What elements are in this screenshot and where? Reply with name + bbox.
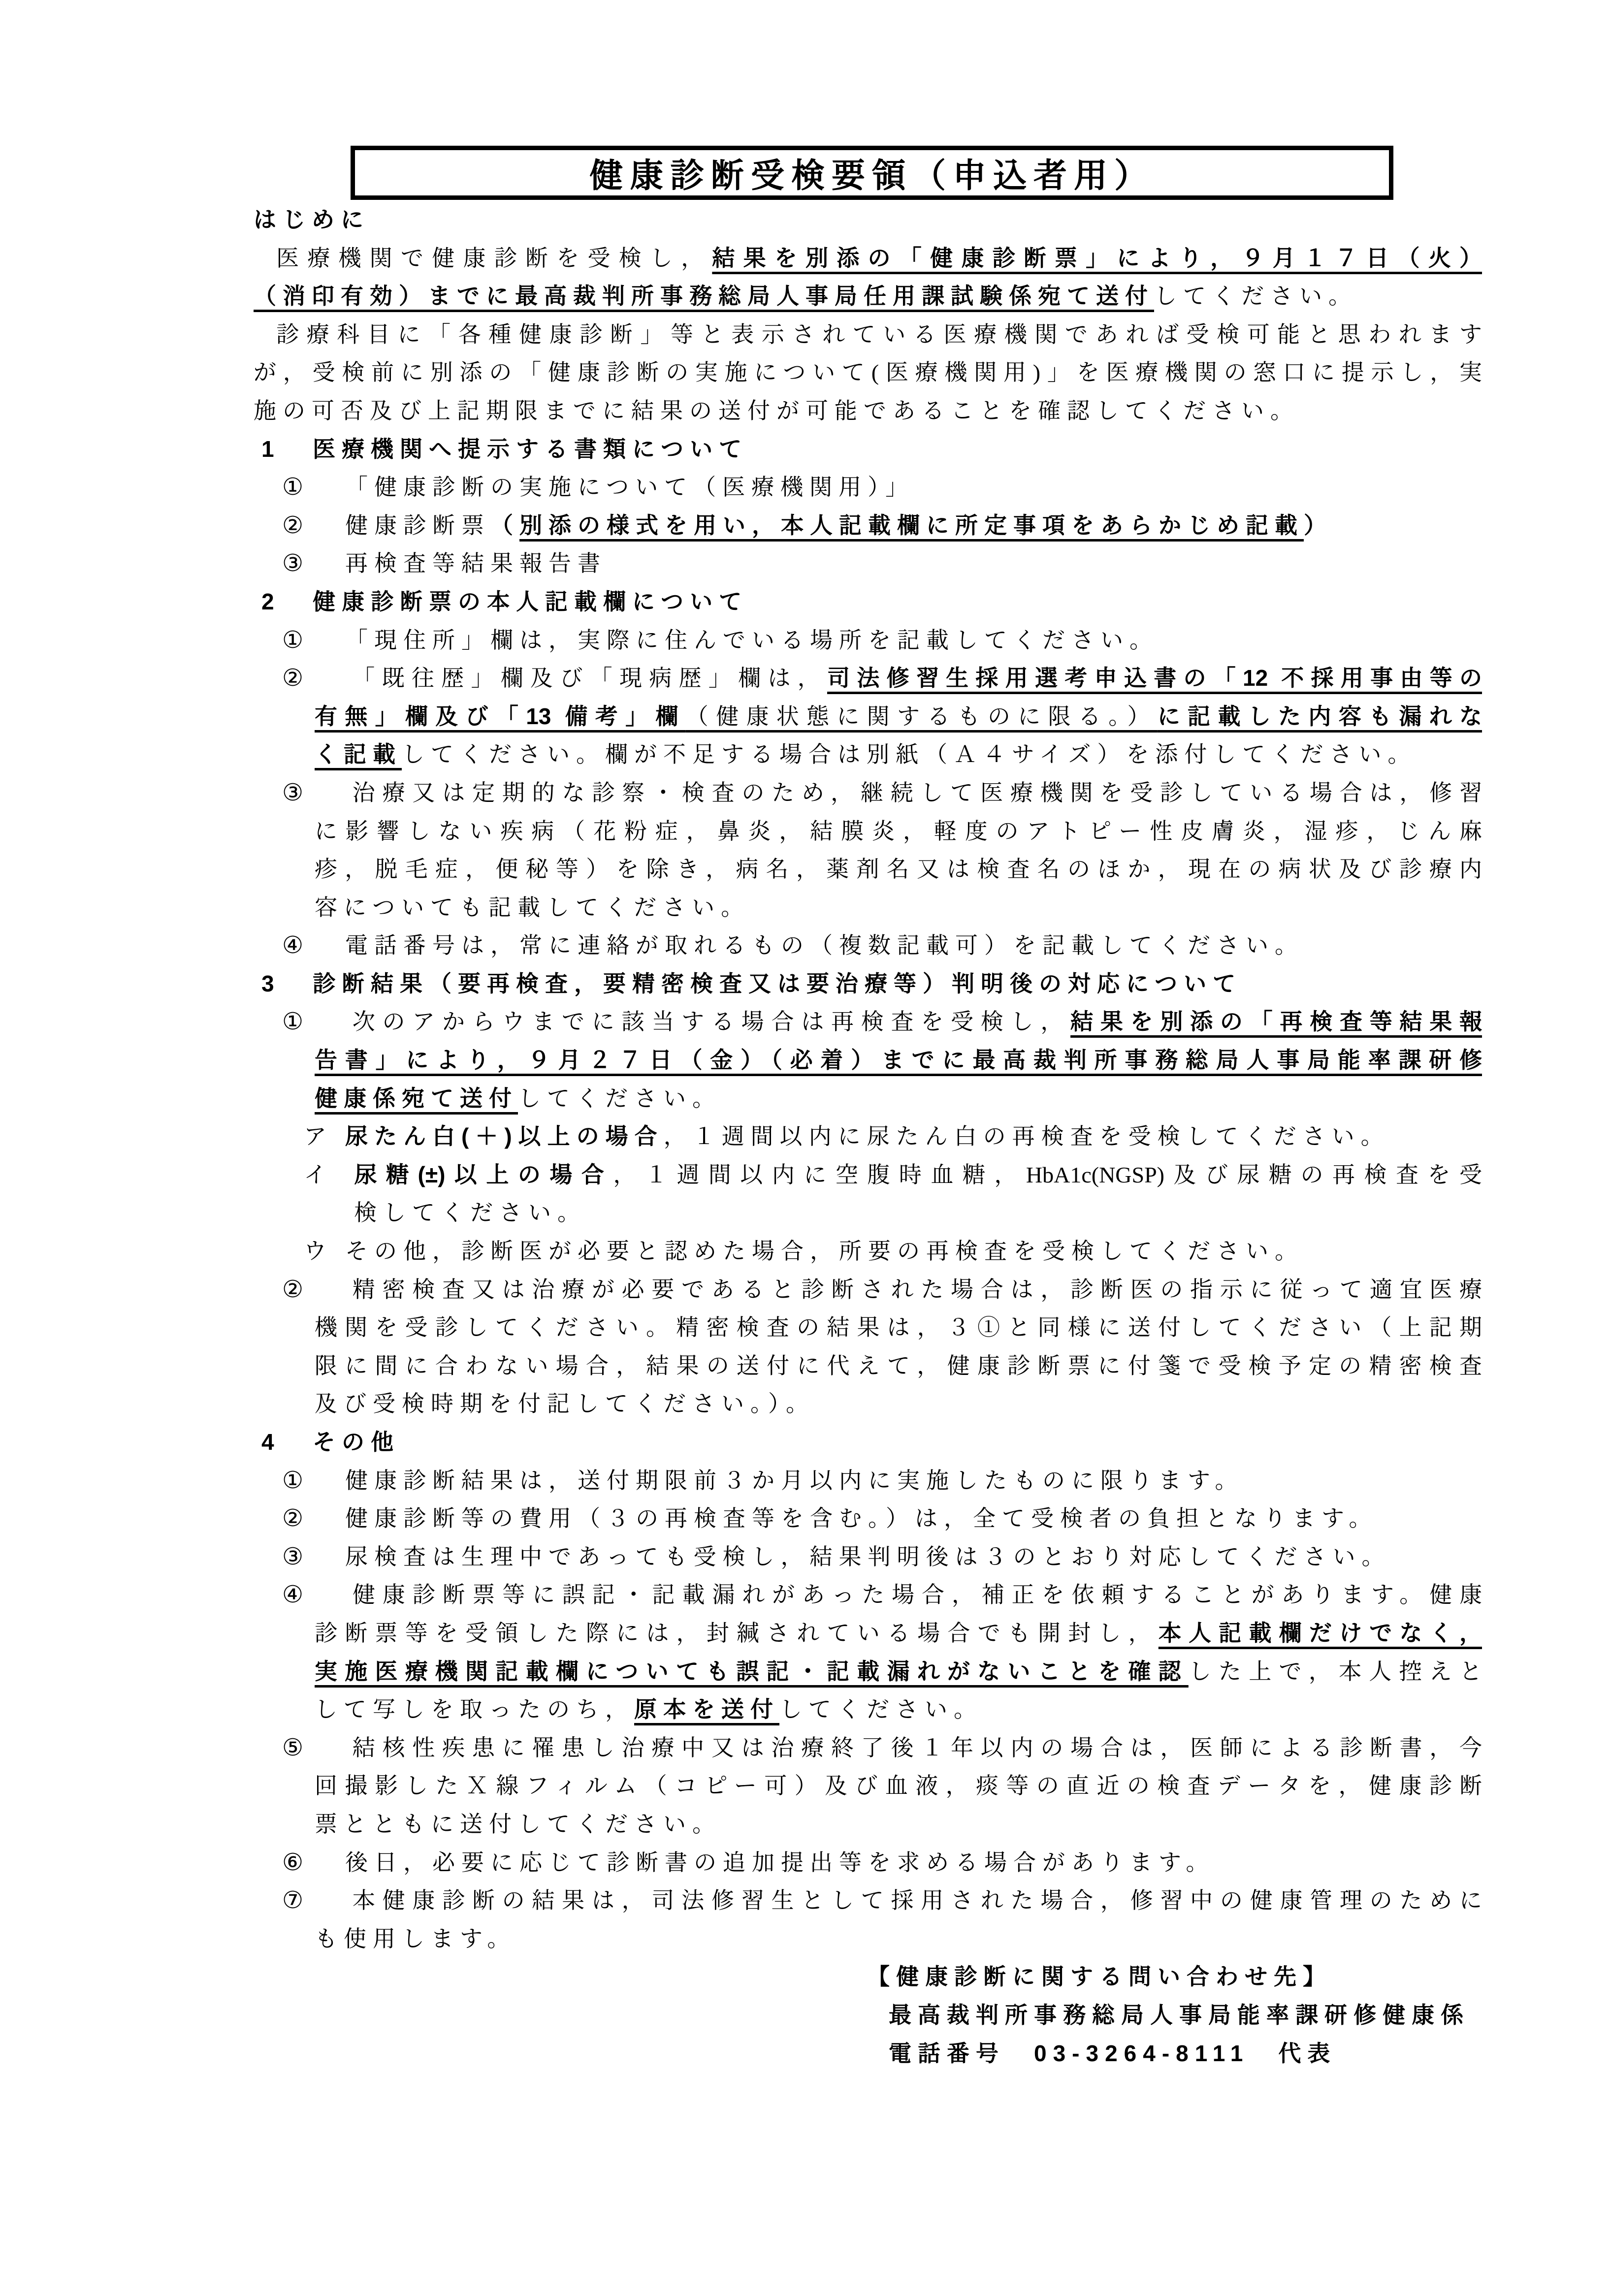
doc-line bbox=[254, 698, 1482, 736]
text-run: ，１週間以内に空腹時血糖，HbA1c(NGSP)及び尿糖の再検査を受 bbox=[613, 1162, 1482, 1187]
doc-line bbox=[254, 659, 1482, 698]
item-marker: ④ bbox=[282, 1582, 304, 1608]
text-run: してください。 bbox=[1154, 284, 1357, 309]
item-marker: ① bbox=[282, 1467, 310, 1494]
text-run: 再検査等結果報告書 bbox=[345, 551, 607, 576]
text-run: 健康診断票の本人記載欄について bbox=[313, 588, 748, 614]
text-run: 医療機関で健康診断を受検し， bbox=[276, 245, 712, 271]
text-run: 疹，脱毛症，便秘等）を除き，病名，薬剤名又は検査名のほか，現在の病状及び診療内 bbox=[315, 857, 1482, 882]
doc-line bbox=[254, 1920, 1482, 1958]
doc-line bbox=[254, 201, 1482, 239]
doc-line bbox=[254, 965, 1482, 1003]
text-run: 尿たん白(＋)以上の場合 bbox=[345, 1123, 664, 1149]
doc-line bbox=[254, 1347, 1482, 1385]
text-run: 司法修習生採用選考申込書の「12 不採用事由等の bbox=[827, 665, 1482, 691]
text-run: 健康診断結果は，送付期限前３か月以内に実施したものに限ります。 bbox=[345, 1467, 1244, 1493]
doc-line bbox=[254, 735, 1482, 774]
text-run: 及び受検時期を付記してください。）。 bbox=[315, 1391, 815, 1417]
doc-line bbox=[254, 1805, 1482, 1844]
item-marker: ① bbox=[282, 627, 310, 653]
doc-line bbox=[254, 316, 1482, 354]
text-run: も使用します。 bbox=[315, 1926, 516, 1951]
text-run: 電話番号 03-3264-8111 代表 bbox=[889, 2040, 1337, 2066]
doc-line bbox=[254, 468, 1482, 507]
text-run: 尿検査は生理中であっても受検し，結果判明後は３のとおり対応してください。 bbox=[345, 1544, 1391, 1569]
doc-line bbox=[254, 1003, 1482, 1041]
text-run: 健康診断等の費用（３の再検査等を含む。）は，全て受検者の負担となります。 bbox=[345, 1506, 1378, 1531]
text-run: 検してください。 bbox=[354, 1200, 586, 1226]
text-run: 電話番号は，常に連絡が取れるもの（複数記載可）を記載してください。 bbox=[345, 933, 1304, 958]
text-run: してください。欄が不足する場合は別紙（Ａ４サイズ）を添付してください。 bbox=[402, 742, 1417, 767]
doc-line bbox=[254, 1576, 1482, 1614]
text-run: その他 bbox=[313, 1429, 400, 1455]
doc-line bbox=[254, 239, 1482, 278]
doc-line bbox=[254, 1156, 1482, 1194]
text-run: 結果を別添の「健康診断票」により，９月１７日（火） bbox=[712, 245, 1482, 271]
item-marker: 1 bbox=[261, 436, 281, 462]
item-marker: ③ bbox=[282, 1543, 310, 1570]
text-run: に影響しない疾病（花粉症，鼻炎，結膜炎，軽度のアトピー性皮膚炎，湿疹，じん麻 bbox=[315, 818, 1482, 844]
text-run: 健康診断票 bbox=[345, 512, 490, 538]
text-run: （ bbox=[490, 512, 519, 538]
text-run: （健康状態に関するものに限る。） bbox=[685, 703, 1158, 729]
doc-line bbox=[254, 1117, 1482, 1156]
item-marker: 3 bbox=[261, 970, 281, 996]
text-run: 「既往歴」欄及び「現病歴」欄は， bbox=[345, 666, 827, 691]
text-run: その他，診断医が必要と認めた場合，所要の再検査を受検してください。 bbox=[345, 1239, 1304, 1264]
doc-line bbox=[254, 544, 1482, 583]
doc-line bbox=[254, 621, 1482, 660]
text-run: ，１週間以内に尿たん白の再検査を受検してください。 bbox=[663, 1124, 1390, 1149]
doc-line bbox=[254, 889, 1482, 927]
item-marker: ② bbox=[282, 1276, 304, 1303]
text-run: 治療又は定期的な診察・検査のため，継続して医療機関を受診している場合は，修習 bbox=[345, 780, 1482, 805]
document-body bbox=[254, 201, 1482, 2073]
text-run: 尿糖(±)以上の場合 bbox=[345, 1161, 613, 1187]
item-marker: ⑥ bbox=[282, 1849, 310, 1876]
item-marker: ③ bbox=[282, 550, 310, 577]
doc-line bbox=[254, 774, 1482, 812]
text-run: 本人記載欄だけでなく， bbox=[1158, 1620, 1482, 1646]
item-marker: ウ bbox=[304, 1238, 333, 1264]
doc-line bbox=[254, 1041, 1482, 1080]
doc-line bbox=[254, 926, 1482, 965]
text-run: 結果を別添の「再検査等結果報 bbox=[1070, 1009, 1482, 1035]
doc-line bbox=[254, 507, 1482, 545]
text-run: 本健康診断の結果は，司法修習生として採用された場合，修習中の健康管理のために bbox=[345, 1888, 1482, 1913]
doc-line bbox=[254, 392, 1482, 430]
item-marker: ⑤ bbox=[282, 1734, 304, 1761]
text-run: く記載 bbox=[315, 741, 402, 767]
text-run: 診断結果（要再検査，要精密検査又は要治療等）判明後の対応について bbox=[313, 970, 1242, 996]
text-run: 原本を送付 bbox=[634, 1696, 779, 1722]
item-marker: ① bbox=[282, 474, 310, 501]
document-title: 健康診断受検要領（申込者用） bbox=[589, 157, 1155, 194]
text-run: ） bbox=[1304, 512, 1333, 538]
item-marker: ③ bbox=[282, 779, 304, 806]
doc-line bbox=[254, 1385, 1482, 1423]
text-run: （消印有効）までに最高裁判所事務総局人事局任用課試験係宛て送付 bbox=[254, 283, 1154, 309]
doc-line bbox=[254, 1690, 1482, 1729]
doc-line bbox=[254, 1423, 1482, 1462]
text-run: してください。 bbox=[779, 1697, 983, 1722]
item-marker: ② bbox=[282, 665, 304, 692]
doc-line bbox=[254, 1729, 1482, 1767]
doc-line bbox=[254, 1881, 1482, 1920]
item-marker: 2 bbox=[261, 588, 281, 614]
doc-line bbox=[254, 850, 1482, 889]
doc-line bbox=[254, 583, 1482, 621]
doc-line bbox=[254, 1538, 1482, 1576]
doc-line bbox=[254, 353, 1482, 392]
item-marker: ① bbox=[282, 1009, 304, 1035]
text-run: 施の可否及び上記期限までに結果の送付が可能であることを確認してください。 bbox=[254, 398, 1299, 423]
text-run: が，受検前に別添の「健康診断の実施について(医療機関用)」を医療機関の窓口に提示し，実 bbox=[254, 360, 1482, 385]
text-run: 医療機関へ提示する書類について bbox=[313, 436, 748, 462]
text-run: 後日，必要に応じて診断書の追加提出等を求める場合があります。 bbox=[345, 1850, 1215, 1875]
text-run: 次のアからウまでに該当する場合は再検査を受検し， bbox=[345, 1009, 1071, 1035]
text-run: 結核性疾患に罹患し治療中又は治療終了後１年以内の場合は，医師による診断書，今 bbox=[345, 1735, 1482, 1760]
item-marker: ア bbox=[304, 1123, 333, 1149]
item-marker: イ bbox=[304, 1161, 326, 1187]
text-run: 別添の様式を用い，本人記載欄に所定事項をあらかじめ記載 bbox=[519, 512, 1304, 538]
text-run: して写しを取ったのち， bbox=[315, 1697, 634, 1722]
item-marker: ⑦ bbox=[282, 1887, 304, 1914]
doc-line bbox=[254, 812, 1482, 851]
text-run: 回撮影したＸ線フィルム（コピー可）及び血液，痰等の直近の検査データを，健康診断 bbox=[315, 1773, 1482, 1799]
doc-line bbox=[254, 1232, 1482, 1271]
doc-line bbox=[254, 1271, 1482, 1309]
item-marker: ② bbox=[282, 512, 310, 539]
text-run: 健康係宛て送付 bbox=[315, 1085, 518, 1111]
text-run: 精密検査又は治療が必要であると診断された場合は，診断医の指示に従って適宜医療 bbox=[345, 1276, 1482, 1302]
text-run: 【健康診断に関する問い合わせ先】 bbox=[867, 1964, 1332, 1990]
doc-line bbox=[254, 1080, 1482, 1118]
doc-line bbox=[254, 1767, 1482, 1805]
text-run: はじめに bbox=[254, 207, 370, 232]
text-run: 健康診断票等に誤記・記載漏れがあった場合，補正を依頼することがあります。健康 bbox=[345, 1582, 1482, 1608]
text-run: 機関を受診してください。精密検査の結果は，３①と同様に送付してください（上記期 bbox=[315, 1315, 1482, 1340]
text-run: 「健康診断の実施について（医療機関用）」 bbox=[345, 475, 915, 500]
text-run: 票とともに送付してください。 bbox=[315, 1811, 721, 1837]
doc-line bbox=[254, 1462, 1482, 1500]
text-run: 有無」欄及び「13 備考」欄 bbox=[315, 703, 686, 729]
doc-line bbox=[254, 1653, 1482, 1691]
doc-line bbox=[254, 1958, 1482, 1996]
doc-line bbox=[254, 2035, 1482, 2073]
doc-line bbox=[254, 277, 1482, 316]
item-marker: 4 bbox=[261, 1429, 281, 1455]
doc-line bbox=[254, 1614, 1482, 1653]
text-run: 診断票等を受領した際には，封緘されている場合でも開封し， bbox=[315, 1620, 1159, 1646]
text-run: 「現住所」欄は，実際に住んでいる場所を記載してください。 bbox=[345, 627, 1159, 653]
doc-line bbox=[254, 1194, 1482, 1232]
doc-line bbox=[254, 1308, 1482, 1347]
text-run: 容についても記載してください。 bbox=[315, 894, 750, 920]
text-run: 最高裁判所事務総局人事局能率課研修健康係 bbox=[889, 2002, 1470, 2028]
doc-line bbox=[254, 430, 1482, 469]
text-run: 告書」により，９月２７日（金）（必着）までに最高裁判所事務総局人事局能率課研修 bbox=[315, 1047, 1482, 1073]
text-run: した上で，本人控えと bbox=[1188, 1658, 1482, 1684]
doc-line bbox=[254, 1499, 1482, 1538]
document-title-box bbox=[351, 146, 1393, 200]
doc-line bbox=[254, 1844, 1482, 1882]
item-marker: ② bbox=[282, 1505, 310, 1532]
doc-line bbox=[254, 1996, 1482, 2035]
text-run: 診療科目に「各種健康診断」等と表示されている医療機関であれば受検可能と思われます bbox=[276, 321, 1482, 347]
text-run: 限に間に合わない場合，結果の送付に代えて，健康診断票に付箋で受検予定の精密検査 bbox=[315, 1353, 1482, 1378]
text-run: に記載した内容も漏れな bbox=[1157, 703, 1482, 729]
text-run: してください。 bbox=[518, 1085, 721, 1111]
item-marker: ④ bbox=[282, 932, 310, 959]
text-run: 実施医療機関記載欄についても誤記・記載漏れがないことを確認 bbox=[315, 1658, 1189, 1684]
